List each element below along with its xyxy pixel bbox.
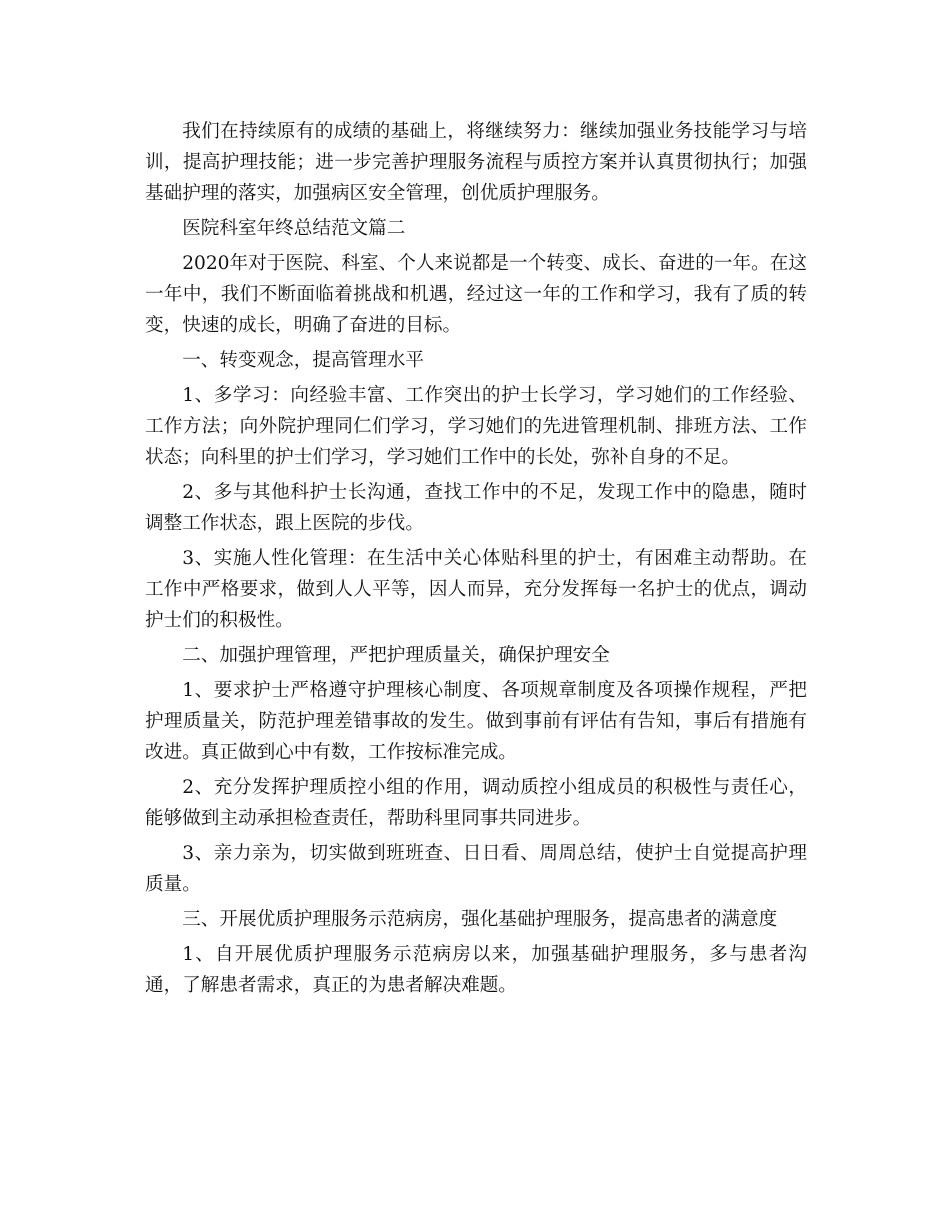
heading-change-concept: 一、转变观念，提高管理水平 bbox=[182, 350, 424, 372]
heading-quality-service-ward: 三、开展优质护理服务示范病房，强化基础护理服务，提高患者的满意度 bbox=[182, 909, 778, 931]
paragraph-strict-rules: 1、要求护士严格遵守护理核心制度、各项规章制度及各项操作规程，严把护理质量关，防范护理差错事故的发生。做到事前有评估有告知，事后有措施有改进。真正做到心中有数，工作按标准完成。 bbox=[145, 679, 807, 764]
section-title-part-two: 医院科室年终总结范文篇二 bbox=[182, 218, 406, 240]
paragraph-year-summary: 2020年对于医院、科室、个人来说都是一个转变、成长、奋进的一年。在这一年中，我们不断面临着挑战和机遇，经过这一年的工作和学习，我有了质的转变，快速的成长，明确了奋进的目标。 bbox=[145, 252, 807, 337]
paragraph-learn-more: 1、多学习：向经验丰富、工作突出的护士长学习，学习她们的工作经验、工作方法；向外院护理同仁们学习，学习她们的先进管理机制、排班方法、工作状态；向科里的护士们学习，学习她们工作中的长处，弥补自身的不足。 bbox=[145, 384, 807, 469]
paragraph-basic-nursing-service: 1、自开展优质护理服务示范病房以来，加强基础护理服务，多与患者沟通，了解患者需求，真正的为患者解决难题。 bbox=[145, 943, 807, 996]
heading-strengthen-nursing-management: 二、加强护理管理，严把护理质量关，确保护理安全 bbox=[182, 645, 610, 667]
document-body bbox=[145, 116, 807, 1005]
paragraph-hands-on: 3、亲力亲为，切实做到班班查、日日看、周周总结，使护士自觉提高护理质量。 bbox=[145, 843, 807, 896]
paragraph-continue-effort: 我们在持续原有的成绩的基础上，将继续努力：继续加强业务技能学习与培训，提高护理技能；进一步完善护理服务流程与质控方案并认真贯彻执行；加强基础护理的落实，加强病区安全管理，创优质护理服务。 bbox=[145, 121, 807, 205]
paragraph-humanized-management: 3、实施人性化管理：在生活中关心体贴科里的护士，有困难主动帮助。在工作中严格要求，做到人人平等，因人而异，充分发挥每一名护士的优点，调动护士们的积极性。 bbox=[145, 548, 807, 632]
paragraph-quality-control-group: 2、充分发挥护理质控小组的作用，调动质控小组成员的积极性与责任心，能够做到主动承担检查责任，帮助科里同事共同进步。 bbox=[145, 777, 807, 830]
paragraph-communicate: 2、多与其他科护士长沟通，查找工作中的不足，发现工作中的隐患，随时调整工作状态，跟上医院的步伐。 bbox=[145, 482, 807, 535]
